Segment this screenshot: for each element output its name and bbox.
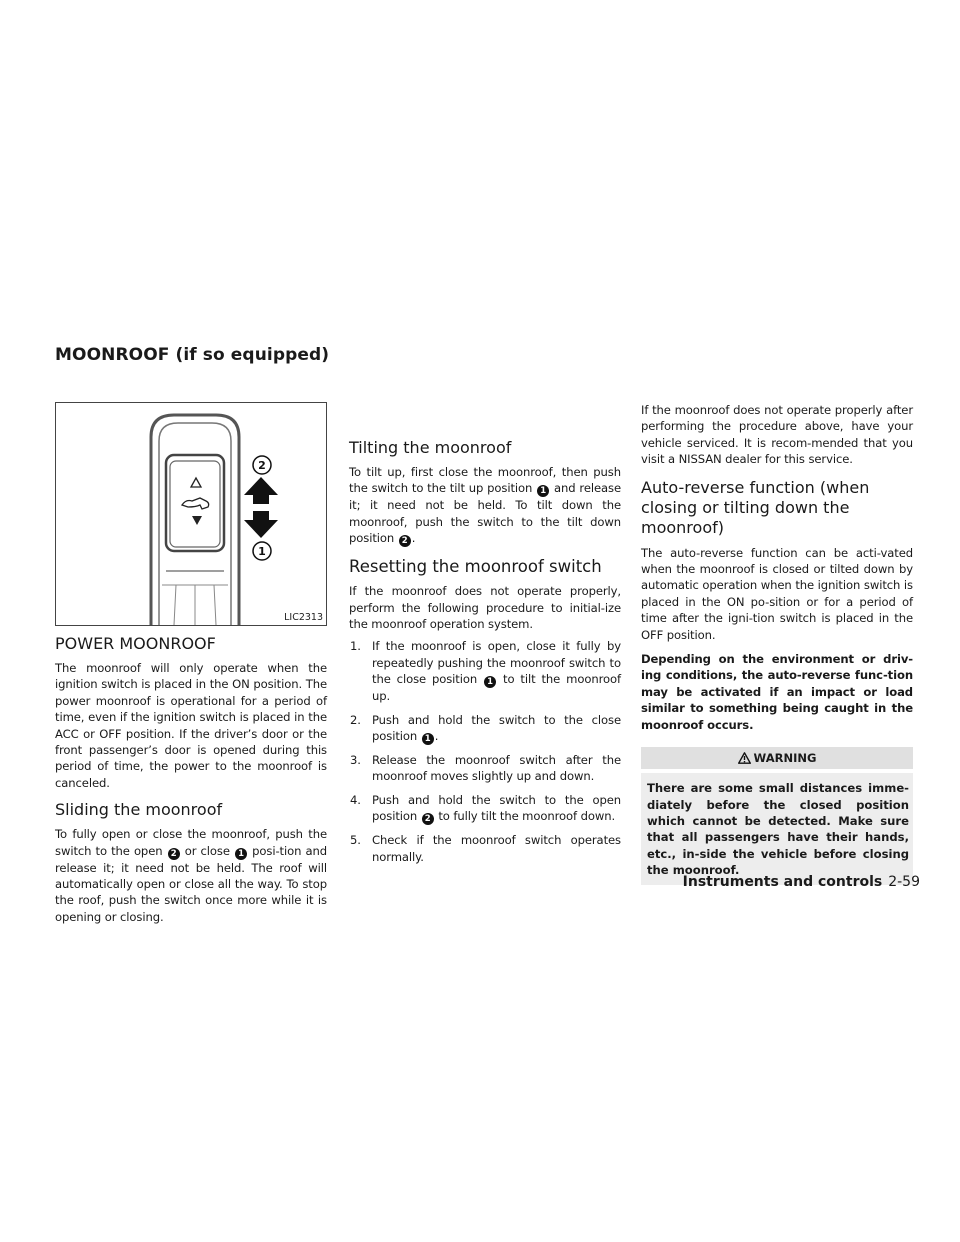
autoreverse-text: The auto-reverse function can be acti-vated when the moonroof is closed or tilted down by automatic operation when the ignition switch is placed in the ON po-sition or for a period of time after the igni-tion switch is placed in the OFF position.	[641, 545, 913, 642]
list-item	[349, 638, 621, 704]
sliding-text-a: To fully open or close the moonroof, push the switch to the open	[55, 827, 327, 858]
tilting-text-a: To tilt up, first close the moonroof, then push the switch to the tilt up position	[349, 465, 621, 496]
tilting-text	[349, 464, 621, 547]
step-number: 3.	[350, 753, 361, 768]
sliding-text-c: posi-tion and release it; it need not be held. The roof will automatically open or close all the way. To stop the roof, push the switch once more while it is opening or closing.	[55, 843, 327, 924]
sliding-heading: Sliding the moonroof	[55, 800, 223, 820]
step-text-end: to fully tilt the moonroof down.	[438, 809, 616, 824]
step-text: If the moonroof is open, close it fully by repeatedly pushing the moonroof switch to the close position	[372, 639, 621, 687]
warning-text: There are some small distances imme-diately before the closed position which cannot be detected. Make sure that all passengers have their hands, etc., in-side the vehicle before closing the moonroof.	[641, 773, 913, 884]
list-item	[349, 712, 621, 745]
step-number: 2.	[350, 712, 361, 727]
power-moonroof-text: The moonroof will only operate when the ignition switch is placed in the ON position. The power moonroof is operational for a period of time, even if the ignition switch is placed in the ACC or OFF position. If the driver’s door or the front passenger’s door is opened during this period of time, the power to the moonroof is canceled.	[55, 661, 327, 790]
column-1	[55, 402, 327, 925]
callout-1: 1	[258, 545, 266, 558]
step-text: Push and hold the switch to the close position	[372, 712, 621, 744]
list-item	[349, 832, 621, 865]
sliding-text-b: or close	[184, 843, 230, 858]
tilting-text-c: .	[411, 531, 416, 546]
step-text: Push and hold the switch to the open position	[372, 792, 621, 824]
warning-title: WARNING	[753, 751, 817, 766]
warning-triangle-icon	[738, 749, 751, 771]
callout-number: 2	[422, 813, 434, 825]
callout-2: 2	[258, 459, 266, 472]
callout-number: 1	[537, 485, 549, 497]
autoreverse-bold-text: Depending on the environment or driv-ing conditions, the auto-reverse func-tion may be activated if an impact or load similar to something being caught in the moonroof occurs.	[641, 652, 913, 732]
step-text-end: .	[434, 729, 439, 744]
column-2	[349, 404, 621, 872]
moonroof-switch-illustration	[56, 403, 326, 625]
tilting-text-b: and release it; it need not be held. To tilt down the moonroof, push the switch to the tilt down position	[349, 481, 621, 546]
resetting-after-text: If the moonroof does not operate properly after performing the procedure above, have your vehicle serviced. It is recom-mended that you visit a NISSAN dealer for this service.	[641, 403, 913, 467]
callout-number: 2	[399, 535, 411, 547]
callout-number: 1	[422, 733, 434, 745]
figure-label: LIC2313	[284, 612, 323, 623]
moonroof-switch-figure	[55, 402, 327, 626]
page-footer	[683, 874, 920, 890]
callout-number: 2	[168, 848, 180, 860]
warning-header	[641, 747, 913, 769]
footer-section: Instruments and controls	[682, 874, 883, 890]
tilting-heading: Tilting the moonroof	[349, 438, 512, 457]
resetting-intro: If the moonroof does not operate properly, perform the following procedure to initial-ize the moonroof operation system.	[349, 584, 621, 632]
section-title: MOONROOF (if so equipped)	[55, 345, 330, 365]
resetting-heading: Resetting the moonroof switch	[349, 557, 602, 577]
step-text-end: to tilt the moonroof up.	[372, 672, 621, 704]
column-3	[641, 402, 913, 885]
step-text: Release the moonroof switch after the moonroof moves slightly up and down.	[372, 753, 621, 784]
list-item	[349, 792, 621, 825]
step-number: 5.	[350, 833, 361, 848]
step-text: Check if the moonroof switch operates normally.	[372, 833, 621, 864]
page-number: 2-59	[888, 874, 920, 890]
callout-number: 1	[484, 676, 496, 688]
step-number: 1.	[350, 639, 361, 654]
power-moonroof-heading: POWER MOONROOF	[55, 634, 216, 653]
resetting-steps	[349, 638, 621, 865]
list-item	[349, 752, 621, 785]
step-number: 4.	[350, 792, 361, 807]
sliding-text	[55, 826, 327, 925]
autoreverse-heading: Auto-reverse function (when closing or tilting down the moonroof)	[641, 477, 870, 537]
callout-number: 1	[235, 848, 247, 860]
